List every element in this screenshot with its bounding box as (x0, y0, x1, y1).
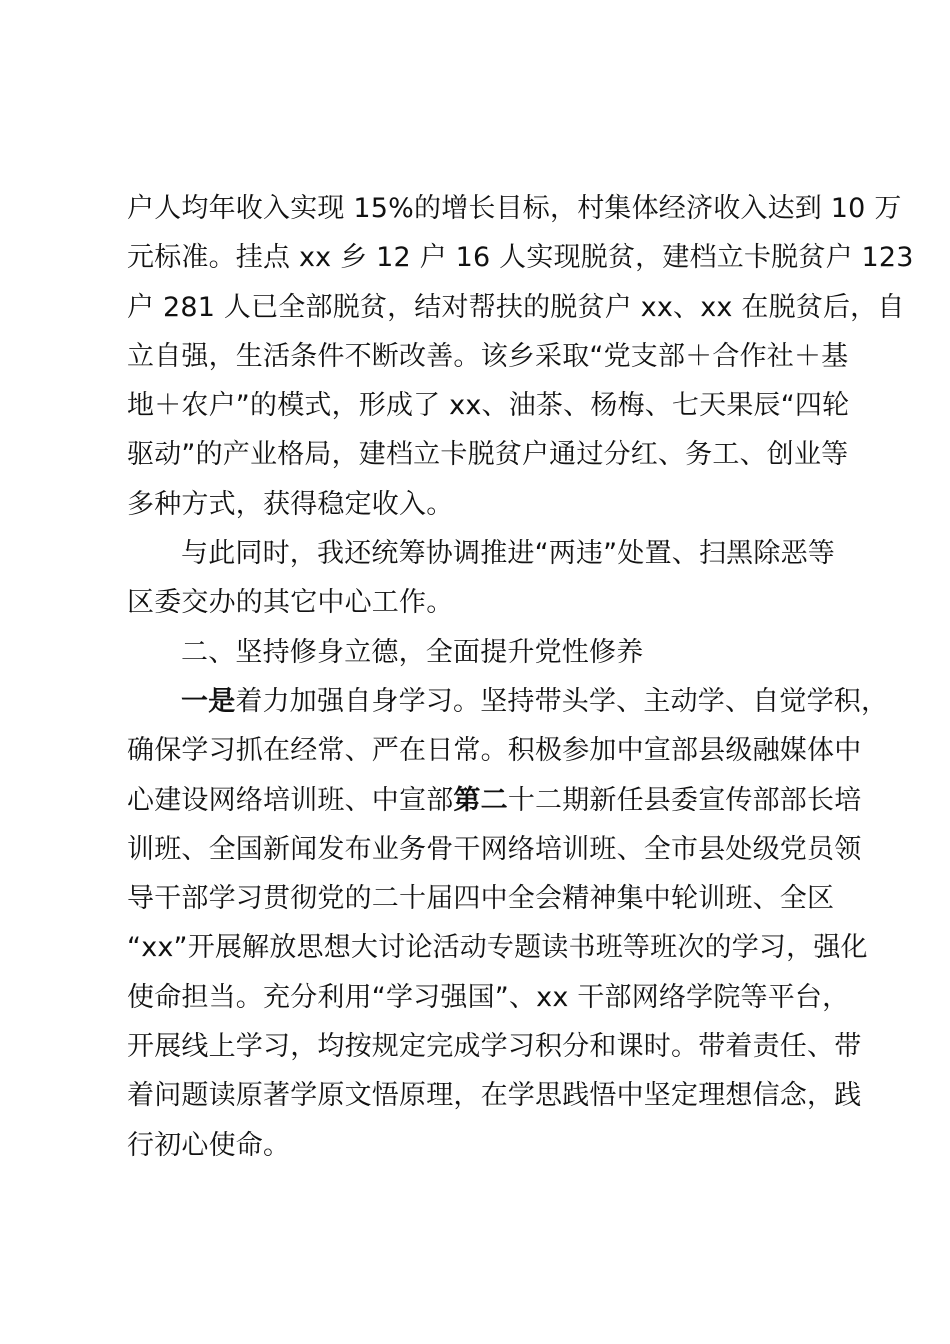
paragraph-line: “xx”开展解放思想大讨论活动专题读书班等班次的学习，强化 (127, 932, 868, 964)
section-heading: 二、坚持修身立德，全面提升党性修养 (181, 636, 644, 668)
document-body (127, 184, 914, 1170)
paragraph-line: 立自强，生活条件不断改善。该乡采取“党支部＋合作社＋基 (127, 340, 849, 372)
bold-lead: 一是 (181, 685, 236, 717)
paragraph-line (127, 677, 889, 726)
paragraph-line: 开展线上学习，均按规定完成学习积分和课时。带着责任、带 (127, 1031, 862, 1063)
paragraph-line: 户 281 人已全部脱贫，结对帮扶的脱贫户 xx、xx 在脱贫后，自 (127, 291, 905, 323)
paragraph-line: 确保学习抓在经常、严在日常。积极参加中宣部县级融媒体中 (127, 735, 862, 767)
paragraph-line: 使命担当。充分利用“学习强国”、xx 干部网络学院等平台， (127, 981, 850, 1013)
paragraph-line: 与此同时，我还统筹协调推进“两违”处置、扫黑除恶等 (181, 538, 835, 570)
paragraph-text: 心建设网络培训班、中宣部 (127, 784, 454, 816)
paragraph-line: 区委交办的其它中心工作。 (127, 587, 454, 619)
paragraph-text: 着力加强自身学习。坚持带头学、主动学、自觉学积， (235, 685, 889, 717)
paragraph-line: 行初心使命。 (127, 1129, 291, 1161)
paragraph-text: 十二期新任县委宣传部部长培 (507, 784, 862, 816)
bold-segment: 第二 (453, 784, 508, 816)
paragraph-line (127, 776, 862, 825)
paragraph-line: 元标准。挂点 xx 乡 12 户 16 人实现脱贫，建档立卡脱贫户 123 (127, 242, 914, 274)
paragraph-line: 训班、全国新闻发布业务骨干网络培训班、全市县处级党员领 (127, 833, 862, 865)
paragraph-line: 多种方式，获得稳定收入。 (127, 488, 454, 520)
paragraph-line: 驱动”的产业格局，建档立卡脱贫户通过分红、务工、创业等 (127, 439, 849, 471)
paragraph-line: 户人均年收入实现 15%的增长目标，村集体经济收入达到 10 万 (127, 193, 902, 224)
paragraph-line: 着问题读原著学原文悟原理，在学思践悟中坚定理想信念，践 (127, 1080, 862, 1112)
paragraph-line: 地＋农户”的模式，形成了 xx、油茶、杨梅、七天果辰“四轮 (127, 390, 850, 422)
paragraph-line: 导干部学习贯彻党的二十届四中全会精神集中轮训班、全区 (127, 883, 835, 915)
